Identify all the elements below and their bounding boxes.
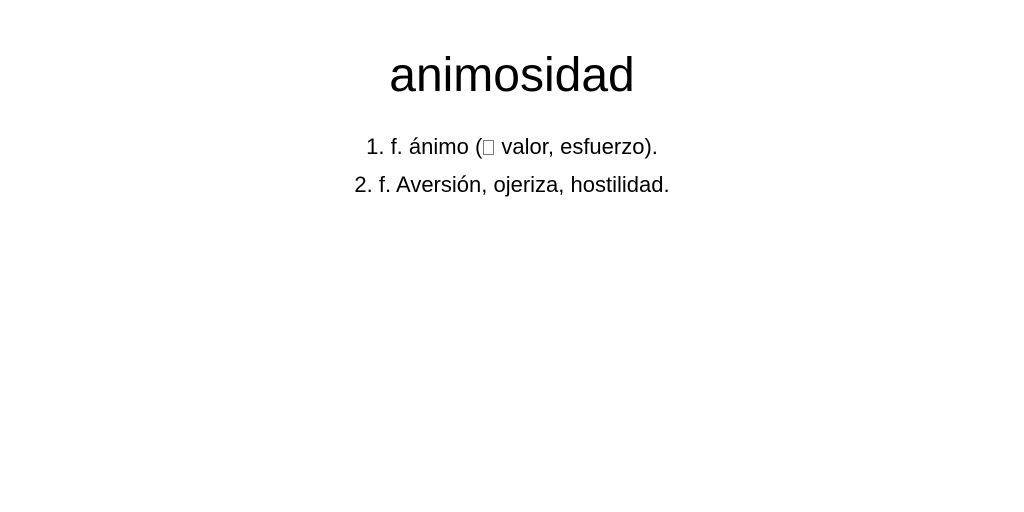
- sense-text-before: ánimo (: [408, 134, 483, 159]
- sense-category: f.: [378, 172, 392, 197]
- sense-category: f.: [390, 134, 403, 159]
- sense-number: 1.: [366, 134, 385, 159]
- sense-text: Aversión, ojeriza, hostilidad.: [396, 172, 670, 197]
- sense-1: [0, 128, 1024, 166]
- sense-2: [0, 166, 1024, 204]
- sense-text-after: valor, esfuerzo).: [495, 134, 658, 159]
- headword: animosidad: [389, 49, 635, 102]
- sense-number: 2.: [354, 172, 373, 197]
- missing-glyph-icon: [483, 140, 494, 155]
- sense-list: [0, 128, 1024, 204]
